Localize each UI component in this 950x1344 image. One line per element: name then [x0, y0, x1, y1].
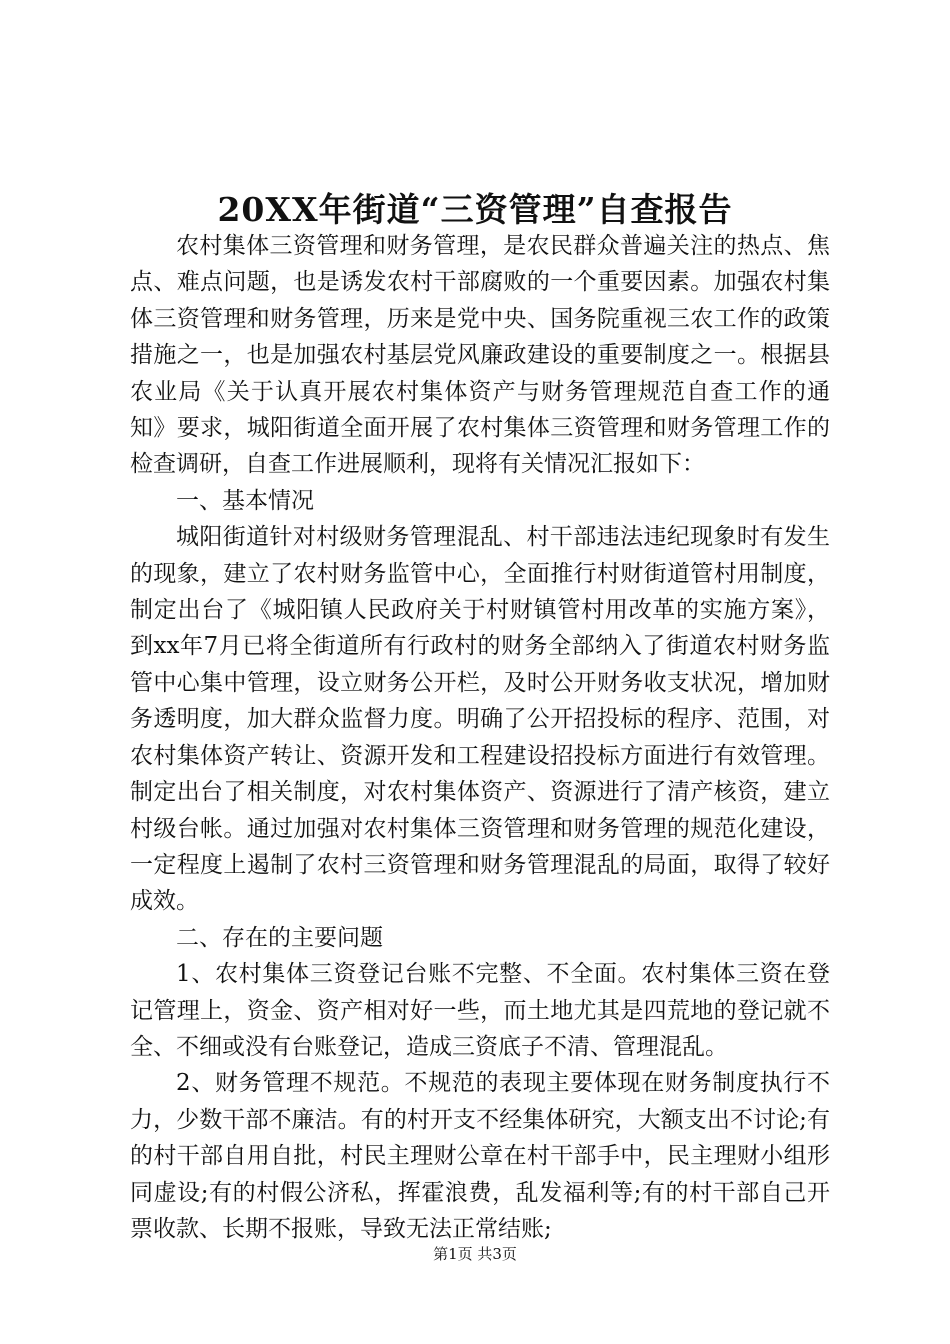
- page-number-footer: 第1页 共3页: [433, 1245, 517, 1263]
- document-title: 20XX年街道“三资管理”自查报告: [217, 190, 733, 229]
- basic-situation-paragraph: 城阳街道针对村级财务管理混乱、村干部违法违纪现象时有发生的现象，建立了农村财务监管中心，全面推行村财街道管村用制度，制定出台了《城阳镇人民政府关于村财镇管村用改革的实施方案》，到xx年7月已将全街道所有行政村的财务全部纳入了街道农村财务监管中心集中管理，设立财务公开栏，及时公开财务收支状况，增加财务透明度，加大群众监督力度。明确了公开招投标的程序、范围，对农村集体资产转让、资源开发和工程建设招投标方面进行有效管理。制定出台了相关制度，对农村集体资产、资源进行了清产核资，建立村级台帐。通过加强对农村集体三资管理和财务管理的规范化建设，一定程度上遏制了农村三资管理和财务管理混乱的局面，取得了较好成效。: [130, 524, 830, 915]
- document-body: [130, 228, 830, 1247]
- intro-paragraph: 农村集体三资管理和财务管理，是农民群众普遍关注的热点、焦点、难点问题，也是诱发农村干部腐败的一个重要因素。加强农村集体三资管理和财务管理，历来是党中央、国务院重视三农工作的政策措施之一，也是加强农村基层党风廉政建设的重要制度之一。根据县农业局《关于认真开展农村集体资产与财务管理规范自查工作的通知》要求，城阳街道全面开展了农村集体三资管理和财务管理工作的检查调研，自查工作进展顺利，现将有关情况汇报如下：: [130, 233, 830, 478]
- problem-2-paragraph: 2、财务管理不规范。不规范的表现主要体现在财务制度执行不力，少数干部不廉洁。有的村开支不经集体研究，大额支出不讨论;有的村干部自用自批，村民主理财公章在村干部手中，民主理财小组形同虚设;有的村假公济私，挥霍浪费，乱发福利等;有的村干部自己开票收款、长期不报账，导致无法正常结账;: [130, 1070, 830, 1242]
- section-heading-main-problems: 二、存在的主要问题: [176, 924, 383, 951]
- section-heading-basic-situation: 一、基本情况: [176, 487, 314, 514]
- problem-1-paragraph: 1、农村集体三资登记台账不完整、不全面。农村集体三资在登记管理上，资金、资产相对好一些，而土地尤其是四荒地的登记就不全、不细或没有台账登记，造成三资底子不清、管理混乱。: [130, 961, 830, 1060]
